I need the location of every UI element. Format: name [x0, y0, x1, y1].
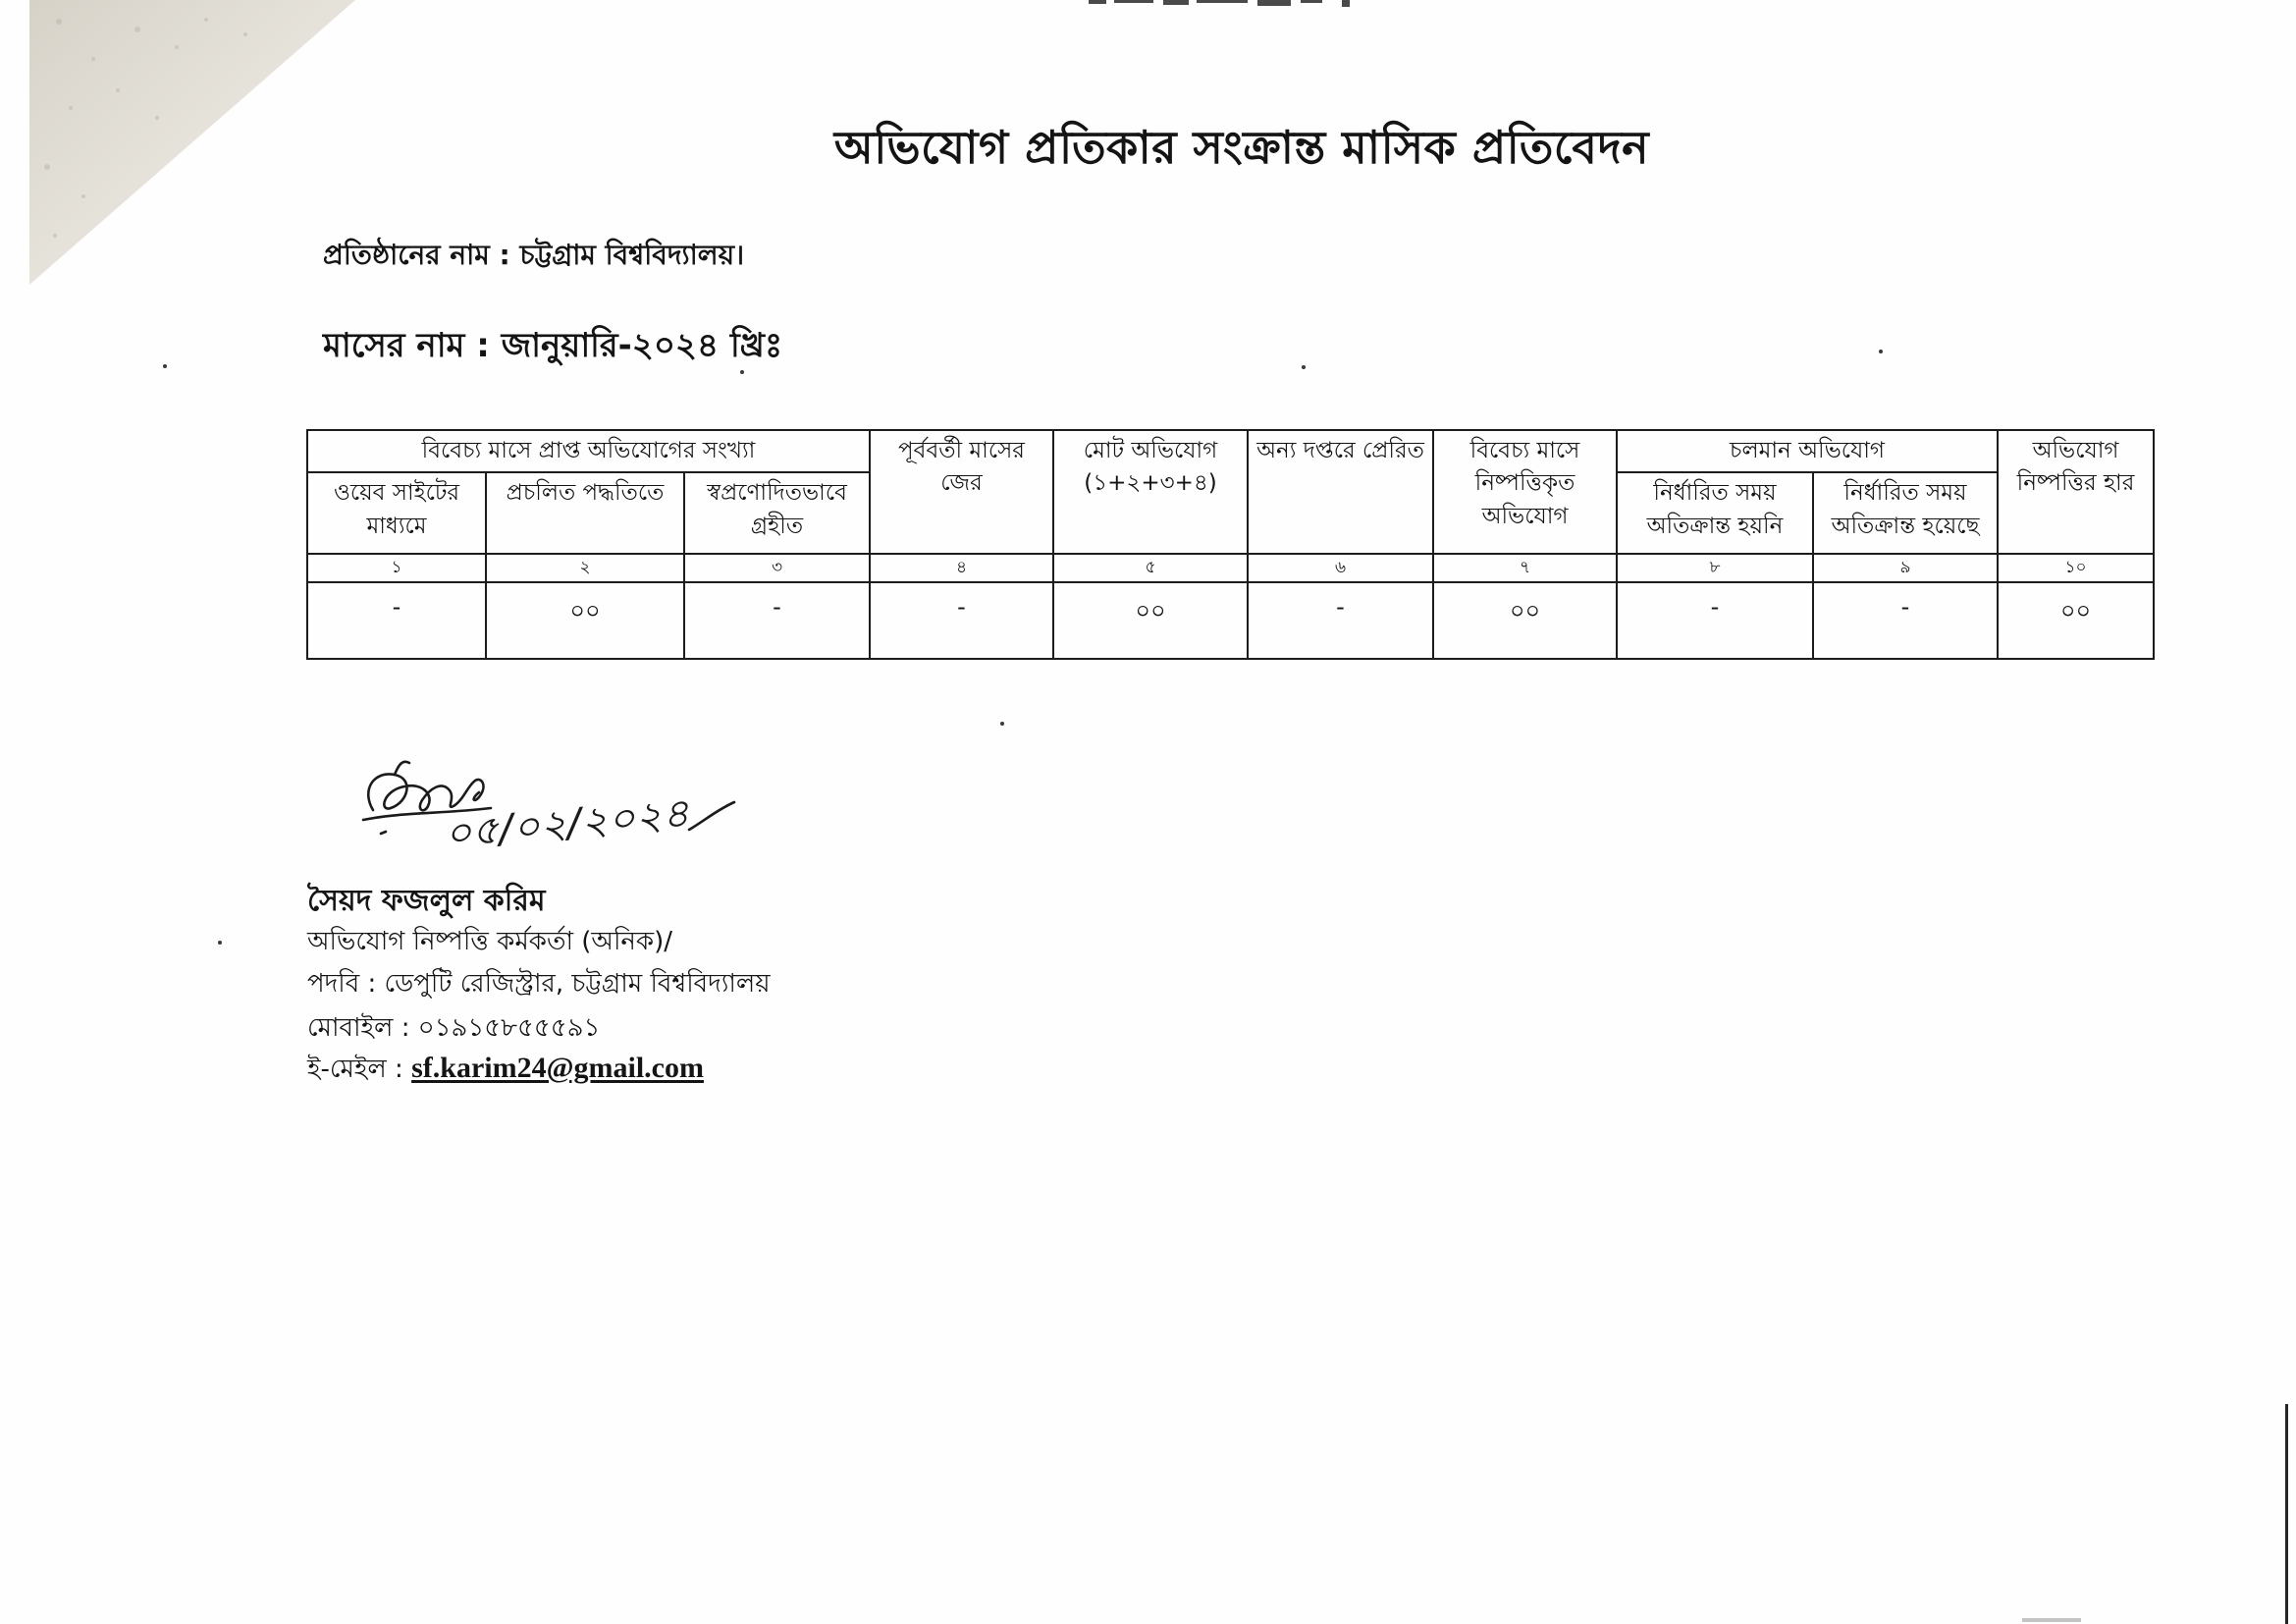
header-via-website: ওয়েব সাইটের মাধ্যমে [307, 472, 486, 554]
institution-name: চট্টগ্রাম বিশ্ববিদ্যালয়। [519, 239, 745, 271]
cell-forwarded-other-office: - [1248, 582, 1433, 659]
cell-previous-month-balance: - [870, 582, 1053, 659]
bleed-through-marks [1085, 0, 1360, 10]
cell-self-initiated: - [684, 582, 870, 659]
mobile-label: মোবাইল : [307, 1013, 410, 1043]
signatory-mobile [307, 1007, 600, 1051]
column-number: ২ [486, 554, 684, 582]
month-label: মাসের নাম : [323, 326, 490, 365]
institution-label: প্রতিষ্ঠানের নাম : [323, 239, 510, 271]
column-number: ৯ [1813, 554, 1998, 582]
header-previous-month-balance: পূর্ববর্তী মাসের জের [870, 430, 1053, 554]
scan-fold-shadow [0, 0, 373, 295]
group-header-ongoing: চলমান অভিযোগ [1617, 430, 1998, 472]
cell-resolution-rate: ০০ [1998, 582, 2154, 659]
header-self-initiated: স্বপ্রণোদিতভাবে গ্রহীত [684, 472, 870, 554]
institution-line [323, 234, 744, 280]
email-value: sf.karim24@gmail.com [411, 1052, 704, 1084]
column-number: ৩ [684, 554, 870, 582]
column-number: ১০ [1998, 554, 2154, 582]
column-number: ১ [307, 554, 486, 582]
cell-total-complaints: ০০ [1053, 582, 1248, 659]
cell-conventional-method: ০০ [486, 582, 684, 659]
email-label: ই-মেইল : [307, 1055, 403, 1084]
scan-speck [1302, 365, 1306, 369]
report-title: অভিযোগ প্রতিকার সংক্রান্ত মাসিক প্রতিবেদন [833, 121, 1650, 174]
group-header-received: বিবেচ্য মাসে প্রাপ্ত অভিযোগের সংখ্যা [307, 430, 870, 472]
column-number: ৫ [1053, 554, 1248, 582]
column-number: ৭ [1433, 554, 1617, 582]
designation-label: পদবি : [307, 969, 377, 999]
signatory-designation [307, 963, 771, 1006]
column-number: ৬ [1248, 554, 1433, 582]
cell-resolved-this-month: ০০ [1433, 582, 1617, 659]
month-value: জানুয়ারি-২০২৪ খ্রিঃ [501, 326, 783, 365]
scan-speck [163, 364, 167, 368]
header-forwarded-other-office: অন্য দপ্তরে প্রেরিত [1248, 430, 1433, 554]
column-number-row [307, 554, 2154, 582]
column-number: ৮ [1617, 554, 1813, 582]
header-conventional-method: প্রচলিত পদ্ধতিতে [486, 472, 684, 554]
designation-value: ডেপুটি রেজিস্ট্রার, চট্টগ্রাম বিশ্ববিদ্যালয় [384, 969, 771, 999]
header-resolution-rate: অভিযোগ নিষ্পত্তির হার [1998, 430, 2154, 554]
cell-deadline-not-exceeded: - [1617, 582, 1813, 659]
column-number: ৪ [870, 554, 1053, 582]
header-resolved-this-month: বিবেচ্য মাসে নিষ্পত্তিকৃত অভিযোগ [1433, 430, 1617, 554]
header-total-complaints: মোট অভিযোগ (১+২+৩+৪) [1053, 430, 1248, 554]
table-header-group-row [307, 430, 2154, 472]
handwritten-signature [344, 751, 756, 869]
signatory-email [307, 1049, 704, 1092]
cell-via-website: - [307, 582, 486, 659]
scan-speck [218, 941, 222, 945]
signatory-name: সৈয়দ ফজলুল করিম [307, 884, 546, 918]
scan-speck [1879, 350, 1883, 353]
table-row [307, 582, 2154, 659]
scan-speck [1000, 722, 1004, 726]
complaint-report-table [306, 429, 2155, 660]
cell-deadline-exceeded: - [1813, 582, 1998, 659]
mobile-value: ০১৯১৫৮৫৫৫৯১ [417, 1013, 601, 1043]
header-deadline-not-exceeded: নির্ধারিত সময় অতিক্রান্ত হয়নি [1617, 472, 1813, 554]
header-deadline-exceeded: নির্ধারিত সময় অতিক্রান্ত হয়েছে [1813, 472, 1998, 554]
scan-edge-smudge [2022, 1618, 2081, 1622]
scan-edge-line [2285, 1404, 2288, 1624]
signature-date: ০৫/০২/২০২৪ [442, 791, 676, 857]
month-line [323, 320, 782, 376]
signatory-role: অভিযোগ নিষ্পত্তি কর্মকর্তা (অনিক)/ [307, 927, 672, 956]
